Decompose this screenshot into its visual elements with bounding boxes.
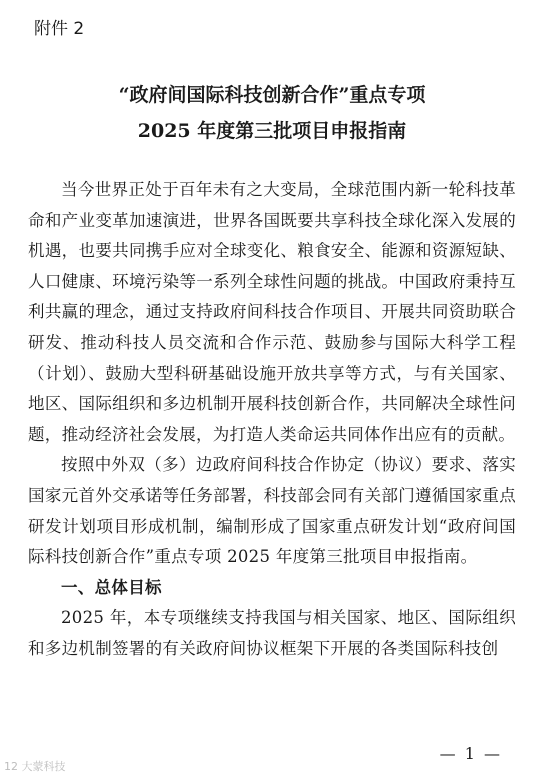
document-title-line-2: 2025 年度第三批项目申报指南 xyxy=(137,120,407,142)
section-heading-overall-goals: 一、总体目标 xyxy=(61,577,162,597)
intro-paragraph: 当今世界正处于百年未有之大变局，全球范围内新一轮科技革命和产业变革加速演进，世界各国既要共享科技全球化深入发展的机遇，也要共同携手应对全球变化、粮食安全、能源和资源短缺、人口健康、环境污染等一系列全球性问题的挑战。中国政府秉持互利共赢的理念，通过支持政府间科技合作项目、开展共同资助联合研发、推动科技人员交流和合作示范、鼓励参与国际大科学工程（计划）、鼓励大型科研基础设施开放共享等方式，与有关国家、地区、国际组织和多边机制开展科技创新合作，共同解决全球性问题，推动经济社会发展，为打造人类命运共同体作出应有的贡献。 xyxy=(28,180,516,444)
watermark: 12 大蒙科技 xyxy=(4,760,66,773)
goals-paragraph: 2025 年，本专项继续支持我国与相关国家、地区、国际组织和多边机制签署的有关政府间协议框架下开展的各类国际科技创 xyxy=(28,608,516,658)
document-body xyxy=(28,175,516,665)
background-paragraph: 按照中外双（多）边政府间科技合作协定（协议）要求、落实国家元首外交承诺等任务部署，科技部会同有关部门遵循国家重点研发计划项目形成机制，编制形成了国家重点研发计划“政府间国际科技创新合作”重点专项 2025 年度第三批项目申报指南。 xyxy=(28,455,516,567)
document-title-line-1: “政府间国际科技创新合作”重点专项 xyxy=(118,84,426,106)
attachment-label: 附件 2 xyxy=(34,19,85,39)
page-number: — 1 — xyxy=(439,744,502,763)
